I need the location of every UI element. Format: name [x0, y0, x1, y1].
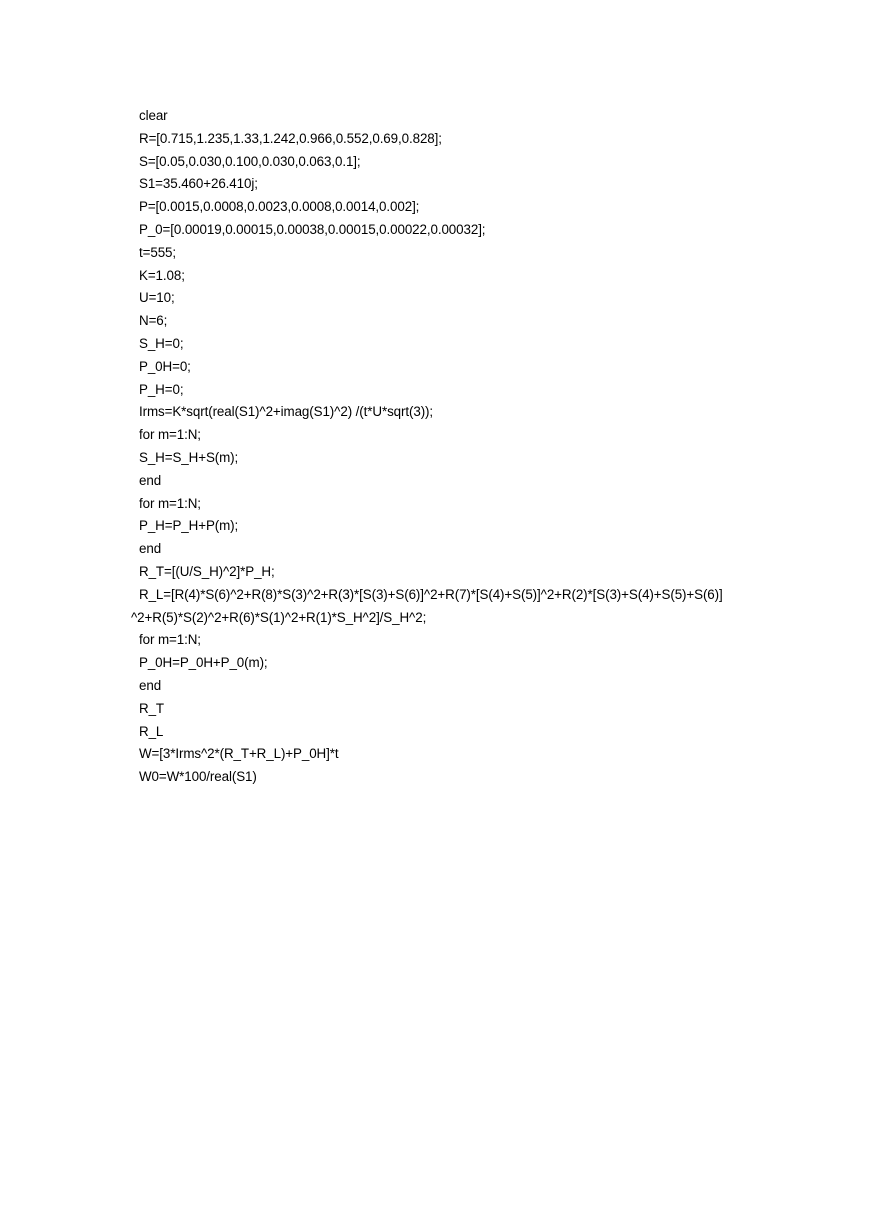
- code-line: P_H=0;: [139, 381, 184, 397]
- code-line: W0=W*100/real(S1): [139, 769, 257, 785]
- code-line: P_0H=0;: [139, 358, 191, 374]
- code-line: W=[3*Irms^2*(R_T+R_L)+P_0H]*t: [139, 746, 339, 762]
- code-line: R=[0.715,1.235,1.33,1.242,0.966,0.552,0.69,0.828];: [139, 130, 442, 146]
- code-line: P_0H=P_0H+P_0(m);: [139, 655, 268, 671]
- code-line: K=1.08;: [139, 267, 185, 283]
- code-line: P_0=[0.00019,0.00015,0.00038,0.00015,0.00022,0.00032];: [139, 221, 486, 237]
- code-line: S=[0.05,0.030,0.100,0.030,0.063,0.1];: [139, 153, 361, 169]
- code-line: for m=1:N;: [139, 632, 201, 648]
- code-line: Irms=K*sqrt(real(S1)^2+imag(S1)^2) /(t*U*sqrt(3));: [139, 404, 434, 420]
- code-line: S1=35.460+26.410j;: [139, 176, 258, 192]
- code-line: P=[0.0015,0.0008,0.0023,0.0008,0.0014,0.002];: [139, 199, 420, 215]
- code-line: t=555;: [139, 244, 177, 260]
- code-line: N=6;: [139, 313, 168, 329]
- code-line: P_H=P_H+P(m);: [139, 518, 239, 534]
- code-block: [131, 105, 771, 789]
- code-line: end: [139, 541, 162, 557]
- code-line: clear: [139, 108, 168, 123]
- code-line: S_H=S_H+S(m);: [139, 449, 239, 465]
- code-line: R_L: [139, 723, 164, 739]
- code-line: end: [139, 472, 162, 488]
- code-line-continuation: ^2+R(5)*S(2)^2+R(6)*S(1)^2+R(1)*S_H^2]/S_H^2;: [131, 609, 427, 625]
- code-line: R_L=[R(4)*S(6)^2+R(8)*S(3)^2+R(3)*[S(3)+S(6)]^2+R(7)*[S(4)+S(5)]^2+R(2)*[S(3)+S(4)+S(5)+S(6)]: [139, 586, 723, 602]
- code-line: R_T: [139, 700, 164, 716]
- code-line: end: [139, 677, 162, 693]
- code-line: for m=1:N;: [139, 427, 201, 443]
- code-line: U=10;: [139, 290, 175, 306]
- code-line: R_T=[(U/S_H)^2]*P_H;: [139, 563, 275, 579]
- code-line: S_H=0;: [139, 335, 184, 351]
- code-line: for m=1:N;: [139, 495, 201, 511]
